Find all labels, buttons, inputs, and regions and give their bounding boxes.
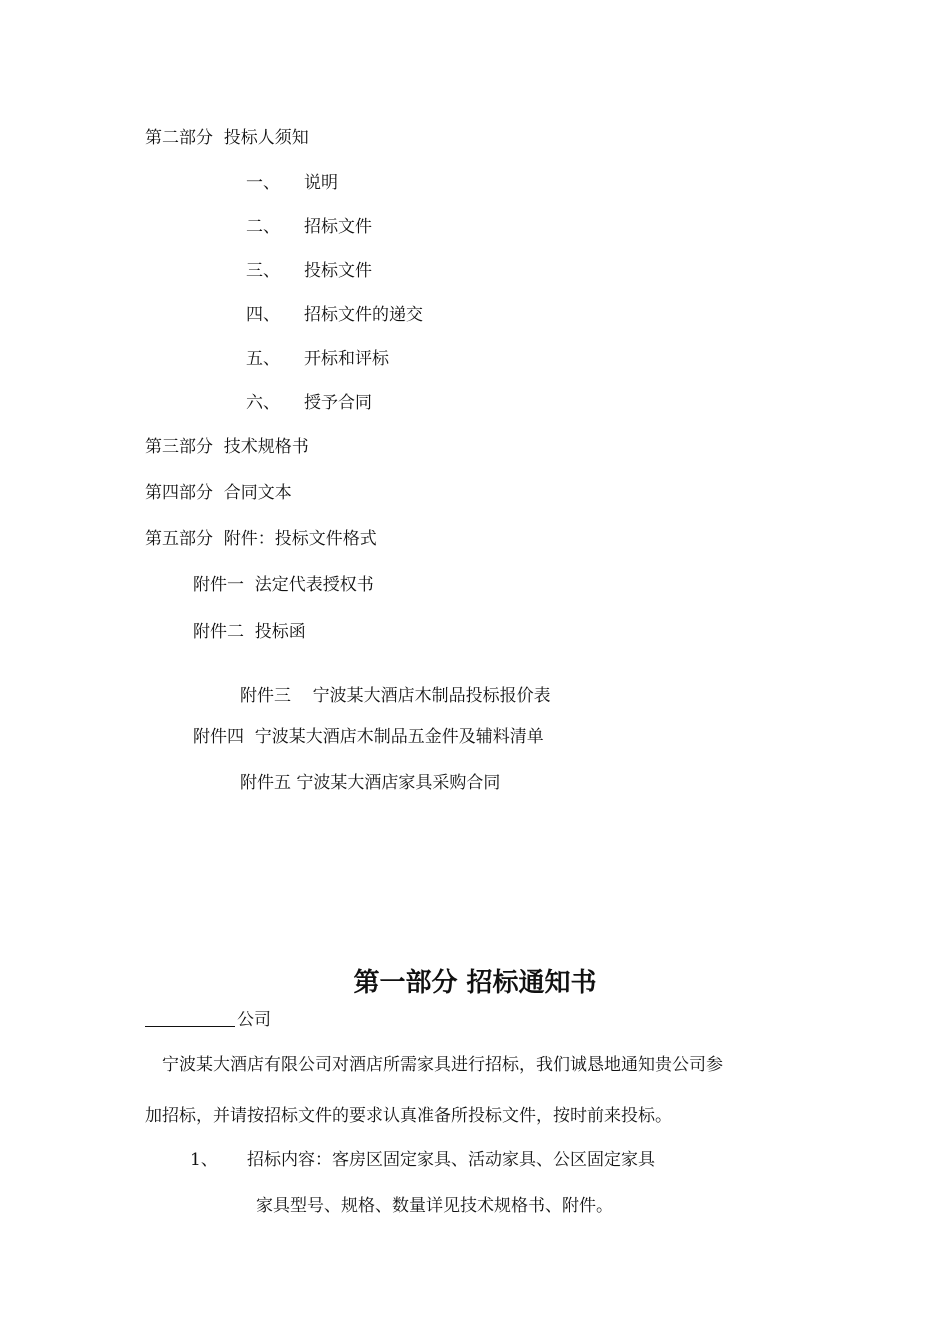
toc-part4: 第四部分 合同文本 [145,483,292,503]
toc-annex2: 附件二 投标函 [193,622,306,642]
item-text: 招标文件 [304,217,372,237]
item-number: 三、 [246,261,280,281]
notice-paragraph-line1: 宁波某大酒店有限公司对酒店所需家具进行招标，我们诚恳地通知贵公司参 [162,1055,723,1075]
item-number: 四、 [246,305,280,325]
item-number: 二、 [246,217,280,237]
notice-item-1 [190,1148,655,1172]
item-text: 招标内容：客房区固定家具、活动家具、公区固定家具 [247,1150,655,1170]
addressee-suffix: 公司 [237,1010,271,1030]
toc-part2-item [246,171,338,195]
item-text: 开标和评标 [304,349,389,369]
toc-part5: 第五部分 附件：投标文件格式 [145,529,377,549]
toc-annex5: 附件五 宁波某大酒店家具采购合同 [240,773,501,793]
toc-part2-item [246,347,389,371]
toc-annex3: 附件三 宁波某大酒店木制品投标报价表 [240,686,551,706]
company-blank [145,1008,235,1027]
toc-part2-item [246,391,372,415]
notice-paragraph-line2: 加招标，并请按招标文件的要求认真准备所投标文件，按时前来投标。 [145,1106,672,1126]
toc-annex4: 附件四 宁波某大酒店木制品五金件及辅料清单 [193,727,544,747]
item-text: 说明 [304,173,338,193]
item-number: 五、 [246,349,280,369]
toc-part2-item [246,215,372,239]
item-number: 六、 [246,393,280,413]
toc-annex1: 附件一 法定代表授权书 [193,575,374,595]
item-text: 招标文件的递交 [304,305,423,325]
toc-part2: 第二部分 投标人须知 [145,128,309,148]
toc-part2-item [246,259,372,283]
addressee [145,1008,271,1032]
item-text: 投标文件 [304,261,372,281]
notice-item-1-detail: 家具型号、规格、数量详见技术规格书、附件。 [256,1196,613,1216]
item-number: 1、 [190,1150,218,1170]
toc-part3: 第三部分 技术规格书 [145,437,309,457]
toc-part2-item [246,303,423,327]
item-text: 授予合同 [304,393,372,413]
section-title: 第一部分 招标通知书 [353,968,597,998]
item-number: 一、 [246,173,280,193]
